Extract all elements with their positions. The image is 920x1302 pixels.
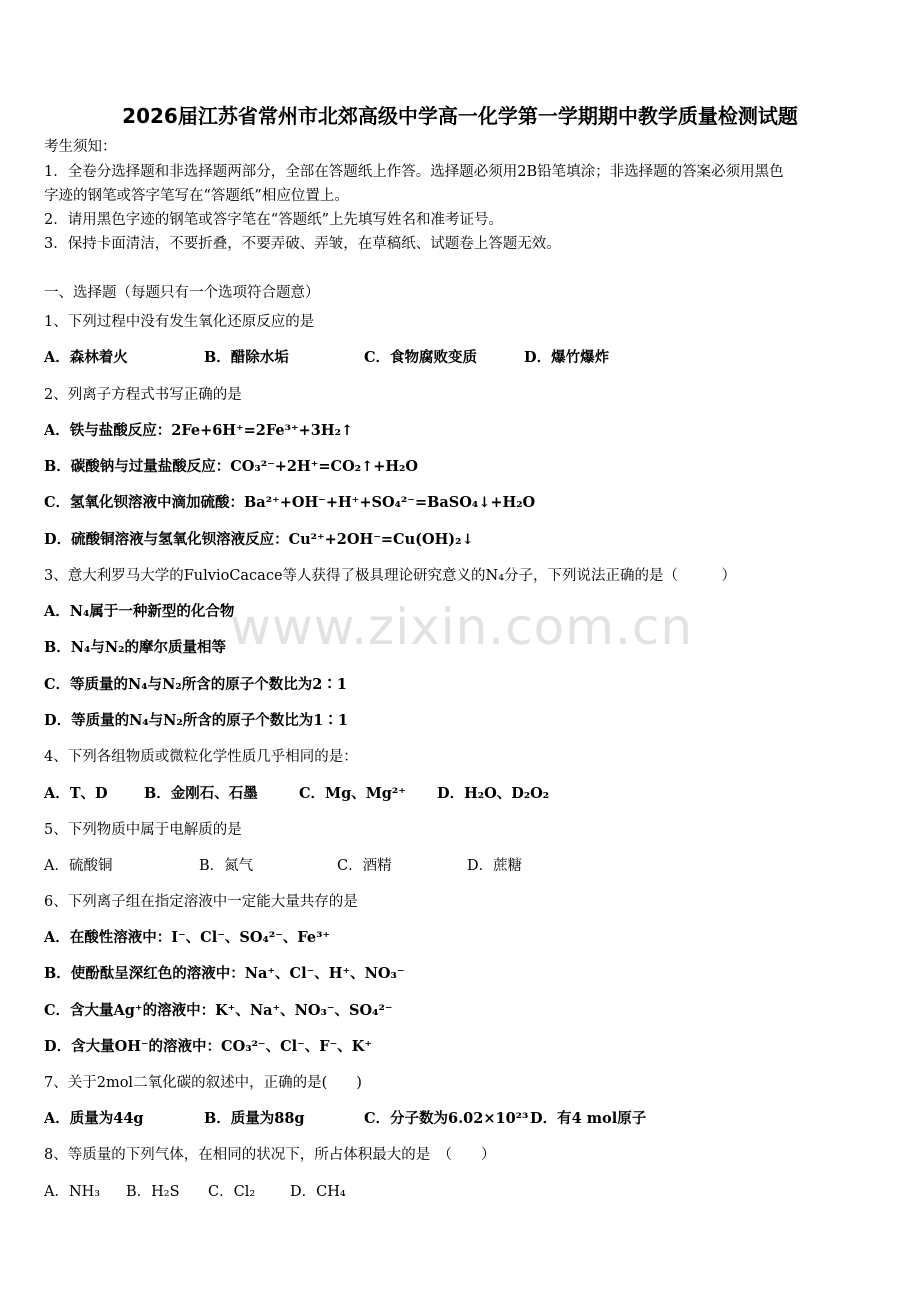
question-1-options bbox=[44, 348, 609, 368]
q7-option-c[interactable]: C．分子数为6.02×10²³ bbox=[364, 1110, 529, 1127]
q6-option-b[interactable]: B．使酚酞呈深红色的溶液中：Na⁺、Cl⁻、H⁺、NO₃⁻ bbox=[44, 965, 405, 982]
question-8-stem: 8、等质量的下列气体，在相同的状况下，所占体积最大的是 （ ） bbox=[44, 1147, 496, 1163]
q2-option-a[interactable]: A．铁与盐酸反应：2Fe+6H⁺=2Fe³⁺+3H₂↑ bbox=[44, 422, 354, 439]
question-4-stem: 4、下列各组物质或微粒化学性质几乎相同的是： bbox=[44, 749, 358, 765]
q3-option-b[interactable]: B．N₄与N₂的摩尔质量相等 bbox=[44, 639, 226, 656]
q4-option-a[interactable]: A．T、D bbox=[44, 785, 108, 802]
q1-option-b[interactable]: B．醋除水垢 bbox=[204, 349, 289, 366]
q6-option-a[interactable]: A．在酸性溶液中：I⁻、Cl⁻、SO₄²⁻、Fe³⁺ bbox=[44, 929, 331, 946]
q3-option-d[interactable]: D．等质量的N₄与N₂所含的原子个数比为1∶1 bbox=[44, 712, 348, 729]
q2-option-c[interactable]: C．氢氧化钡溶液中滴加硫酸：Ba²⁺+OH⁻+H⁺+SO₄²⁻=BaSO₄↓+H₂O bbox=[44, 494, 536, 511]
q8-option-d[interactable]: D．CH₄ bbox=[290, 1184, 346, 1200]
q4-option-c[interactable]: C．Mg、Mg²⁺ bbox=[299, 785, 406, 802]
q4-option-d[interactable]: D．H₂O、D₂O₂ bbox=[437, 785, 550, 802]
q1-option-d[interactable]: D．爆竹爆炸 bbox=[524, 349, 610, 366]
question-3-stem: 3、意大利罗马大学的FulvioCacace等人获得了极具理论研究意义的N₄分子，下列说法正确的是（ ） bbox=[44, 568, 737, 584]
question-4-options bbox=[44, 784, 549, 804]
watermark: www.zixin.com.cn bbox=[230, 598, 694, 656]
notice-item-1: 1．全卷分选择题和非选择题两部分，全部在答题纸上作答。选择题必须用2B铅笔填涂；非选择题的答案必须用黑色 bbox=[44, 164, 784, 180]
section-heading: 一、选择题（每题只有一个选项符合题意） bbox=[44, 285, 320, 301]
q5-option-a[interactable]: A．硫酸铜 bbox=[44, 858, 113, 874]
q5-option-c[interactable]: C．酒精 bbox=[337, 858, 392, 874]
q7-option-a[interactable]: A．质量为44g bbox=[44, 1110, 144, 1127]
page-title: 2026届江苏省常州市北郊高级中学高一化学第一学期期中教学质量检测试题 bbox=[122, 104, 798, 128]
q5-option-d[interactable]: D．蔗糖 bbox=[467, 858, 523, 874]
question-5-options bbox=[44, 856, 522, 876]
q8-option-c[interactable]: C．Cl₂ bbox=[208, 1184, 256, 1200]
question-1-stem: 1、下列过程中没有发生氧化还原反应的是 bbox=[44, 314, 315, 330]
question-6-stem: 6、下列离子组在指定溶液中一定能大量共存的是 bbox=[44, 894, 358, 910]
q6-option-c[interactable]: C．含大量Ag⁺的溶液中：K⁺、Na⁺、NO₃⁻、SO₄²⁻ bbox=[44, 1002, 393, 1019]
q8-option-b[interactable]: B．H₂S bbox=[126, 1184, 180, 1200]
q1-option-c[interactable]: C．食物腐败变质 bbox=[364, 349, 478, 366]
q2-option-d[interactable]: D．硫酸铜溶液与氢氧化钡溶液反应：Cu²⁺+2OH⁻=Cu(OH)₂↓ bbox=[44, 531, 474, 548]
notice-item-2: 2．请用黑色字迹的钢笔或答字笔在“答题纸”上先填写姓名和准考证号。 bbox=[44, 212, 504, 228]
question-7-stem: 7、关于2mol二氧化碳的叙述中，正确的是( ) bbox=[44, 1075, 362, 1091]
notice-heading: 考生须知： bbox=[44, 139, 117, 155]
q4-option-b[interactable]: B．金刚石、石墨 bbox=[144, 785, 258, 802]
q2-option-b[interactable]: B．碳酸钠与过量盐酸反应：CO₃²⁻+2H⁺=CO₂↑+H₂O bbox=[44, 458, 419, 475]
question-8-options bbox=[44, 1182, 346, 1202]
question-2-stem: 2、列离子方程式书写正确的是 bbox=[44, 387, 242, 403]
q5-option-b[interactable]: B．氮气 bbox=[199, 858, 254, 874]
q3-option-c[interactable]: C．等质量的N₄与N₂所含的原子个数比为2∶1 bbox=[44, 676, 347, 693]
notice-item-1-cont: 字迹的钢笔或答字笔写在“答题纸”相应位置上。 bbox=[44, 188, 349, 204]
q7-option-d[interactable]: D．有4 mol原子 bbox=[530, 1110, 647, 1127]
q3-option-a[interactable]: A．N₄属于一种新型的化合物 bbox=[44, 603, 235, 620]
q6-option-d[interactable]: D．含大量OH⁻的溶液中：CO₃²⁻、Cl⁻、F⁻、K⁺ bbox=[44, 1038, 372, 1055]
notice-item-3: 3．保持卡面清洁，不要折叠，不要弄破、弄皱，在草稿纸、试题卷上答题无效。 bbox=[44, 236, 561, 252]
question-7-options bbox=[44, 1109, 646, 1129]
question-5-stem: 5、下列物质中属于电解质的是 bbox=[44, 822, 242, 838]
q1-option-a[interactable]: A．森林着火 bbox=[44, 349, 128, 366]
q7-option-b[interactable]: B．质量为88g bbox=[204, 1110, 305, 1127]
q8-option-a[interactable]: A．NH₃ bbox=[44, 1184, 101, 1200]
